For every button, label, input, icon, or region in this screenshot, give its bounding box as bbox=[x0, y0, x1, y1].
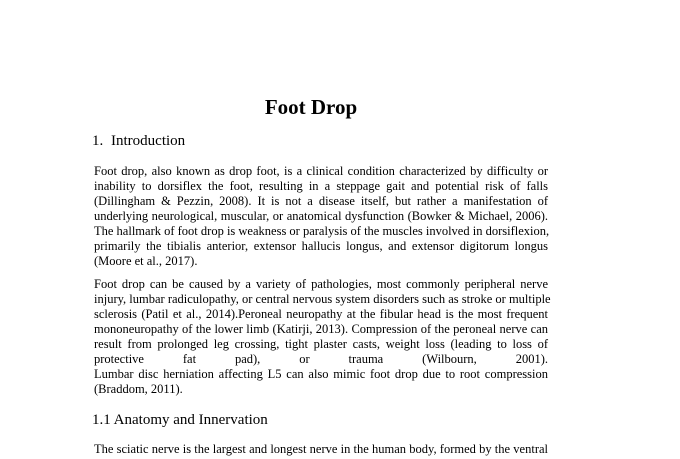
paragraph-line: inability to dorsiflex the foot, resulting in a steppage gait and potential risk of falls bbox=[94, 179, 548, 193]
paragraph-line: injury, lumbar radiculopathy, or central nervous system disorders such as stroke or multiple bbox=[94, 292, 551, 306]
paragraph-line: (Braddom, 2011). bbox=[94, 382, 183, 396]
paragraph-line: underlying neurological, muscular, or anatomical dysfunction (Bowker & Michael, 2006). bbox=[94, 209, 548, 223]
paragraph-line: result from prolonged leg crossing, tight plaster casts, weight loss (leading to loss of bbox=[94, 337, 548, 351]
section-heading-text: Introduction bbox=[111, 133, 186, 149]
paragraph-line: protective fat pad), or trauma (Wilbourn, 2001). bbox=[94, 352, 548, 366]
section-heading-anatomy: 1.1 Anatomy and Innervation bbox=[92, 412, 268, 428]
document-title: Foot Drop bbox=[264, 95, 358, 119]
paragraph-line: The sciatic nerve is the largest and longest nerve in the human body, formed by the ventral bbox=[94, 442, 548, 456]
paragraph-line: mononeuropathy of the lower limb (Katirji, 2013). Compression of the peroneal nerve can bbox=[94, 322, 548, 336]
paragraph-line: (Moore et al., 2017). bbox=[94, 254, 198, 268]
paragraph-line: (Dillingham & Pezzin, 2008). It is not a disease itself, but rather a manifestation of bbox=[94, 194, 548, 208]
section-heading-introduction bbox=[92, 132, 185, 150]
paragraph-line: primarily the tibialis anterior, extensor hallucis longus, and extensor digitorum longus bbox=[94, 239, 548, 253]
paragraph-line: Lumbar disc herniation affecting L5 can also mimic foot drop due to root compression bbox=[94, 367, 548, 381]
paragraph-line: Foot drop, also known as drop foot, is a clinical condition characterized by difficulty or bbox=[94, 164, 548, 178]
paragraph-introduction-1 bbox=[94, 164, 548, 269]
paragraph-line: Foot drop can be caused by a variety of pathologies, most commonly peripheral nerve bbox=[94, 277, 548, 291]
paragraph-introduction-2 bbox=[94, 277, 551, 397]
paragraph-anatomy-1 bbox=[94, 442, 548, 457]
section-number: 1. bbox=[92, 133, 104, 149]
paragraph-line: The hallmark of foot drop is weakness or paralysis of the muscles involved in dorsiflexion, bbox=[94, 224, 550, 238]
paragraph-line: sclerosis (Patil et al., 2014).Peroneal neuropathy at the fibular head is the most frequent bbox=[94, 307, 548, 321]
